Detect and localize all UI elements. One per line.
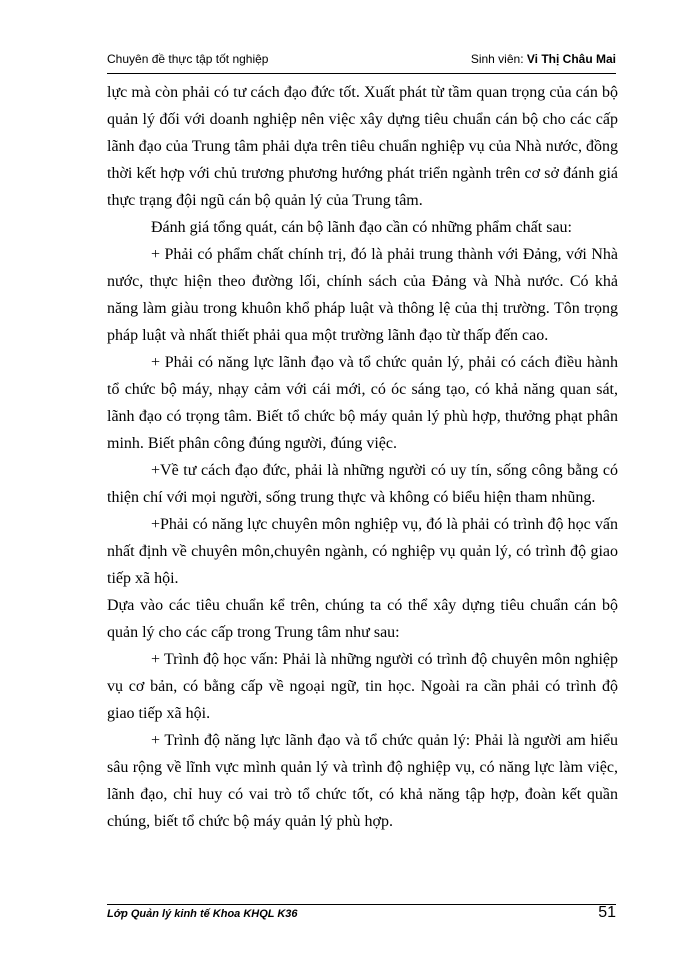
paragraph: + Trình độ năng lực lãnh đạo và tổ chức quản lý: Phải là người am hiểu sâu rộng về lĩnh vực mình quản lý và trình độ nghiệp vụ, có năng lực làm việc, lãnh đạo, chỉ huy có vai trò tổ chức tốt, có khả năng tập hợp, đoàn kết quần chúng, biết tổ chức bộ máy quản lý phù hợp. [107, 732, 618, 830]
student-name: Vi Thị Châu Mai [526, 52, 616, 66]
document-title: Chuyên đề thực tập tốt nghiệp [107, 52, 269, 66]
class-label: Lớp Quản lý kinh tế Khoa KHQL K36 [107, 908, 298, 920]
footer-divider [107, 904, 616, 905]
paragraph: + Phải có phẩm chất chính trị, đó là phải trung thành với Đảng, với Nhà nước, thực hiện theo đường lối, chính sách của Đảng và Nhà nước. Có khả năng làm giàu trong khuôn khổ pháp luật và thông lệ của thị trường. Tôn trọng pháp luật và nhất thiết phải qua một trường lãnh đạo từ thấp đến cao. [107, 246, 618, 344]
page-header [107, 52, 616, 72]
paragraph: Dựa vào các tiêu chuẩn kể trên, chúng ta có thể xây dựng tiêu chuẩn cán bộ quản lý cho các cấp trong Trung tâm như sau: [107, 597, 618, 641]
header-divider [107, 73, 616, 74]
paragraph: +Về tư cách đạo đức, phải là những người có uy tín, sống công bằng có thiện chí với mọi người, sống trung thực và không có biểu hiện tham nhũng. [107, 462, 618, 506]
page-body [107, 79, 618, 835]
page-number: 51 [598, 904, 616, 921]
paragraph: lực mà còn phải có tư cách đạo đức tốt. Xuất phát từ tầm quan trọng của cán bộ quản lý đối với doanh nghiệp nên việc xây dựng tiêu chuẩn cán bộ cho các cấp lãnh đạo của Trung tâm phải dựa trên tiêu chuẩn nghiệp vụ của Nhà nước, đồng thời kết hợp với chủ trương phương hướng phát triển ngành trên cơ sở đánh giá thực trạng đội ngũ cán bộ quản lý của Trung tâm. [107, 84, 618, 209]
student-label: Sinh viên: [470, 52, 524, 66]
paragraph: + Phải có năng lực lãnh đạo và tổ chức quản lý, phải có cách điều hành tổ chức bộ máy, nhạy cảm với cái mới, có óc sáng tạo, có khả năng quan sát, lãnh đạo có trọng tâm. Biết tổ chức bộ máy quản lý phù hợp, thưởng phạt phân minh. Biết phân công đúng người, đúng việc. [107, 354, 618, 452]
paragraph: Đánh giá tổng quát, cán bộ lãnh đạo cần có những phẩm chất sau: [151, 219, 572, 236]
paragraph: +Phải có năng lực chuyên môn nghiệp vụ, đó là phải có trình độ học vấn nhất định về chuyên môn,chuyên ngành, có nghiệp vụ quản lý, có trình độ giao tiếp xã hội. [107, 516, 618, 587]
student-info [471, 52, 616, 66]
paragraph: + Trình độ học vấn: Phải là những người có trình độ chuyên môn nghiệp vụ cơ bản, có bằng cấp về ngoại ngữ, tin học. Ngoài ra cần phải có trình độ giao tiếp xã hội. [107, 651, 618, 722]
